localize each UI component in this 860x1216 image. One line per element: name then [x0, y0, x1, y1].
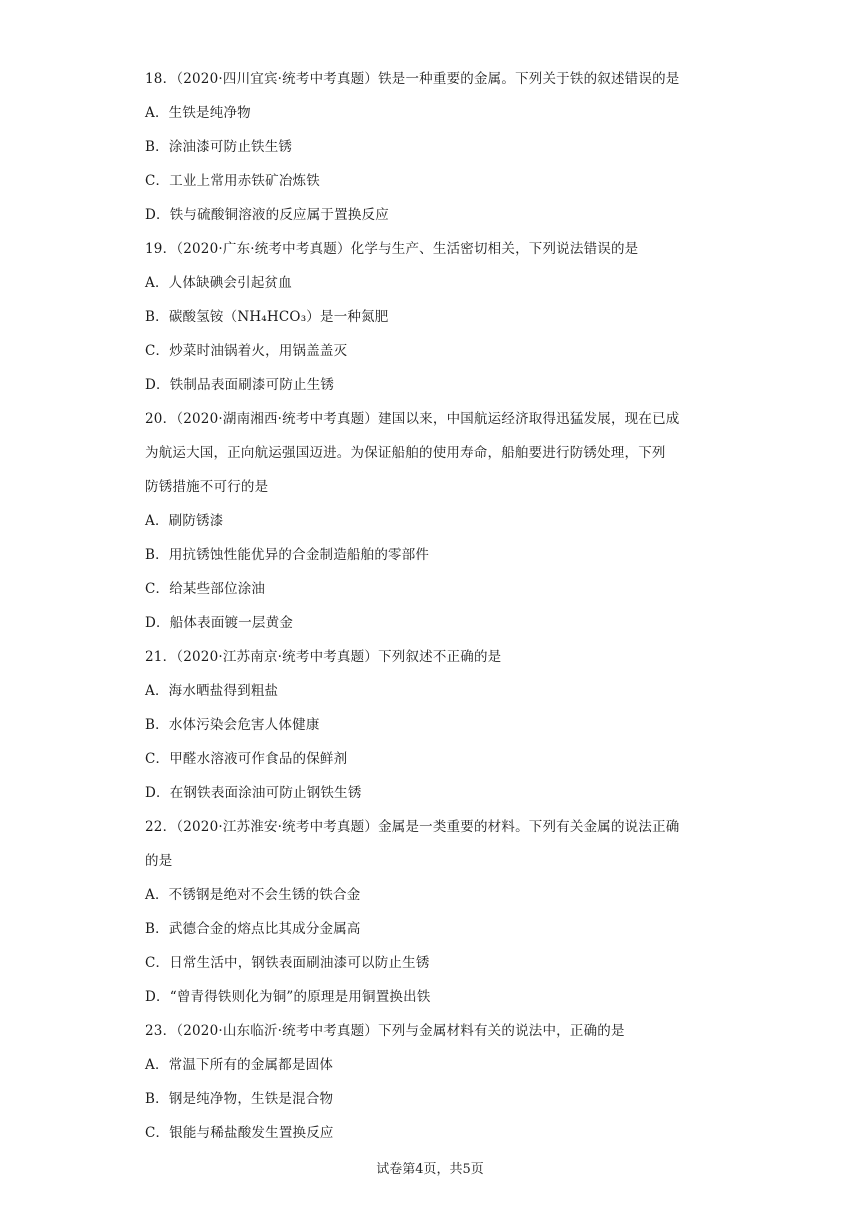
exam-page-body	[145, 62, 725, 1150]
question-18-option-b: B．涂油漆可防止铁生锈	[145, 139, 293, 155]
question-18-stem: 18．（2020·四川宜宾·统考中考真题）铁是一种重要的金属。下列关于铁的叙述错误的是	[145, 71, 680, 87]
page-footer: 试卷第4页，共5页	[376, 1162, 484, 1177]
question-21-option-b: B．水体污染会危害人体健康	[145, 717, 320, 733]
question-22-stem-line-2: 的是	[145, 853, 173, 869]
question-23-option-b: B．钢是纯净物，生铁是混合物	[145, 1091, 334, 1107]
question-18-option-a: A．生铁是纯净物	[145, 105, 251, 121]
question-22-option-a: A．不锈钢是绝对不会生锈的铁合金	[145, 887, 361, 903]
question-23-option-c: C．银能与稀盐酸发生置换反应	[145, 1125, 334, 1141]
question-20-stem-line-1: 20．（2020·湖南湘西·统考中考真题）建国以来，中国航运经济取得迅猛发展，现在已成	[145, 411, 680, 427]
question-19-stem: 19．（2020·广东·统考中考真题）化学与生产、生活密切相关，下列说法错误的是	[145, 241, 639, 257]
question-23-stem: 23．（2020·山东临沂·统考中考真题）下列与金属材料有关的说法中，正确的是	[145, 1023, 625, 1039]
question-18-option-c: C．工业上常用赤铁矿冶炼铁	[145, 173, 320, 189]
question-19-option-c: C．炒菜时油锅着火，用锅盖盖灭	[145, 343, 348, 359]
question-20-option-a: A．刷防锈漆	[145, 513, 224, 529]
question-22-stem-line-1: 22．（2020·江苏淮安·统考中考真题）金属是一类重要的材料。下列有关金属的说法正确	[145, 819, 680, 835]
question-19-option-a: A．人体缺碘会引起贫血	[145, 275, 292, 291]
question-19-option-d: D．铁制品表面刷漆可防止生锈	[145, 377, 335, 393]
question-20-stem-line-2: 为航运大国，正向航运强国迈进。为保证船舶的使用寿命，船舶要进行防锈处理，下列	[145, 445, 666, 461]
question-23-option-a: A．常温下所有的金属都是固体	[145, 1057, 334, 1073]
question-21-stem: 21．（2020·江苏南京·统考中考真题）下列叙述不正确的是	[145, 649, 502, 665]
question-20-option-d: D．船体表面镀一层黄金	[145, 615, 294, 631]
question-20-stem-line-3: 防锈措施不可行的是	[145, 479, 269, 495]
question-21-option-a: A．海水晒盐得到粗盐	[145, 683, 279, 699]
question-22-option-c: C．日常生活中，钢铁表面刷油漆可以防止生锈	[145, 955, 430, 971]
question-19-option-b: B．碳酸氢铵（NH₄HCO₃）是一种氮肥	[145, 309, 389, 325]
question-18-option-d: D．铁与硫酸铜溶液的反应属于置换反应	[145, 207, 389, 223]
question-20-option-b: B．用抗锈蚀性能优异的合金制造船舶的零部件	[145, 547, 430, 563]
question-21-option-d: D．在钢铁表面涂油可防止钢铁生锈	[145, 785, 362, 801]
question-21-option-c: C．甲醛水溶液可作食品的保鲜剂	[145, 751, 348, 767]
question-20-option-c: C．给某些部位涂油	[145, 581, 266, 597]
question-22-option-b: B．武德合金的熔点比其成分金属高	[145, 921, 361, 937]
question-22-option-d: D．“曾青得铁则化为铜”的原理是用铜置换出铁	[145, 989, 431, 1005]
